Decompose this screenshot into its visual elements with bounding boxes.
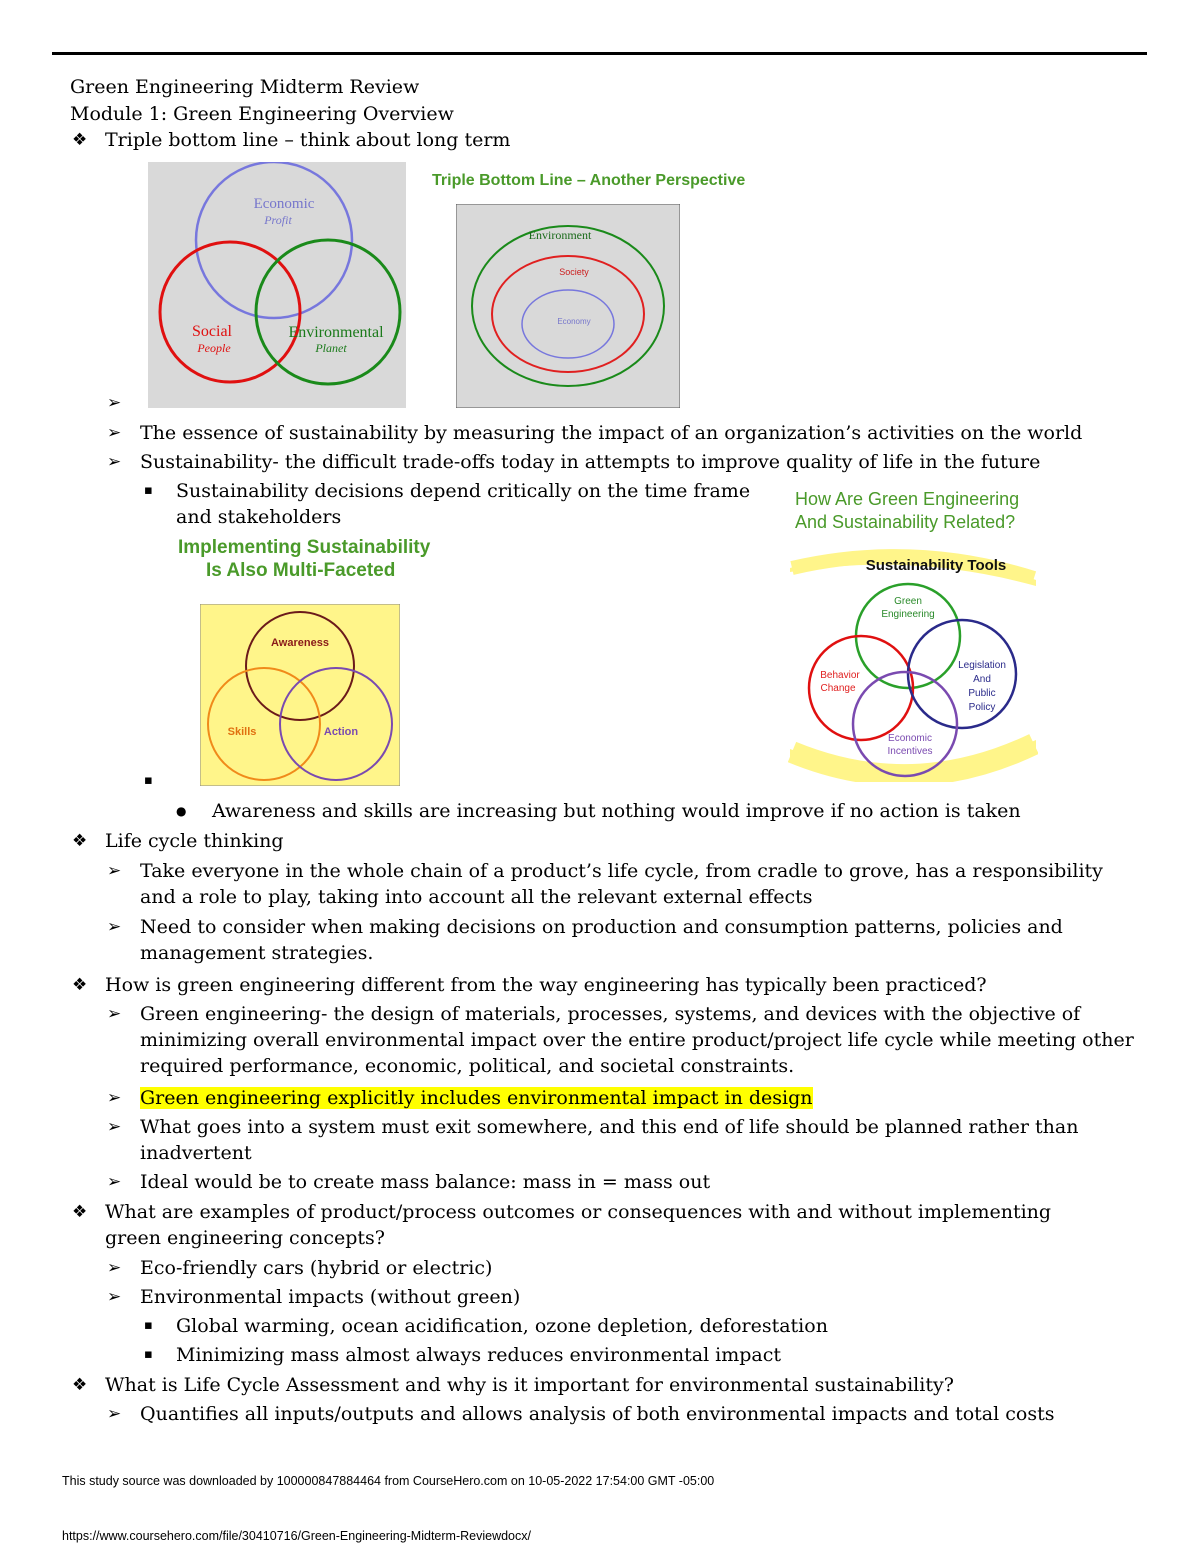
module-heading: Module 1: Green Engineering Overview xyxy=(70,103,454,125)
bullet-lca-quantifies: Quantifies all inputs/outputs and allows analysis of both environmental impacts and total costs xyxy=(140,1403,1055,1425)
arrow-bullet-icon: ➢ xyxy=(107,1287,122,1307)
diamond-bullet-icon: ❖ xyxy=(72,831,88,851)
bullet-ge-explicit xyxy=(140,1085,813,1111)
action-label: Action xyxy=(323,726,359,738)
triple-bottom-line-nested-figure xyxy=(456,204,680,408)
economic-label: Economic xyxy=(888,733,932,744)
social-label: Social xyxy=(192,323,232,340)
society-label: Society xyxy=(559,267,589,277)
highlighted-text: Green engineering explicitly includes environmental impact in design xyxy=(140,1087,813,1109)
tools-banner-label: Sustainability Tools xyxy=(865,557,1007,574)
bullet-global-warming: Global warming, ocean acidification, ozone depletion, deforestation xyxy=(176,1315,828,1337)
square-bullet-icon: ▪ xyxy=(144,1347,153,1362)
diamond-bullet-icon: ❖ xyxy=(72,975,88,995)
arrow-bullet-icon: ➢ xyxy=(107,1088,122,1108)
diamond-bullet-icon: ❖ xyxy=(72,1375,88,1395)
diamond-bullet-icon: ❖ xyxy=(72,130,88,150)
bullet-environmental-impacts: Environmental impacts (without green) xyxy=(140,1286,521,1308)
bullet-triple-bottom-line: Triple bottom line – think about long term xyxy=(105,129,511,151)
bullet-lc-responsibility: Take everyone in the whole chain of a product’s life cycle, from cradle to grove, has a responsibility and a role to play, taking into account all the relevant external effects xyxy=(140,860,1103,908)
sustainability-tools-venn-figure xyxy=(788,544,1038,782)
economic-label: Economic xyxy=(253,196,315,212)
bullet-awareness-skills: Awareness and skills are increasing but nothing would improve if no action is taken xyxy=(212,800,1021,822)
figure-background xyxy=(200,604,400,786)
bullet-minimizing-mass: Minimizing mass almost always reduces environmental impact xyxy=(176,1344,782,1366)
bullet-ge-exit: What goes into a system must exit somewhere, and this end of life should be planned rather than inadvertent xyxy=(140,1116,1079,1164)
footer-url-link[interactable]: https://www.coursehero.com/file/30410716/Green-Engineering-Midterm-Reviewdocx/ xyxy=(62,1529,531,1543)
public-label: Public xyxy=(968,688,996,699)
legislation-circle xyxy=(908,620,1016,728)
profit-label: Profit xyxy=(264,213,292,227)
bullet-sustainability: Sustainability- the difficult trade-offs today in attempts to improve quality of life in the future xyxy=(140,451,1041,473)
tools-caption-line2: And Sustainability Related? xyxy=(795,512,1016,532)
square-bullet-icon: ▪ xyxy=(144,773,153,788)
dot-bullet-icon: ● xyxy=(176,804,187,818)
policy-label: Policy xyxy=(968,702,996,713)
bullet-ge-definition: Green engineering- the design of materials, processes, systems, and devices with the objective of minimizing overall environmental impact over the entire product/project life cycle while meeting other required performance, economic, political, and societal constraints. xyxy=(140,1003,1134,1077)
arrow-bullet-icon: ➢ xyxy=(107,423,122,443)
top-rule xyxy=(52,52,1147,55)
arrow-bullet-icon: ➢ xyxy=(107,1258,122,1278)
arrow-bullet-icon: ➢ xyxy=(107,452,122,472)
arrow-bullet-icon: ➢ xyxy=(107,1172,122,1192)
bullet-how-different: How is green engineering different from the way engineering has typically been practiced? xyxy=(105,974,987,996)
arrow-bullet-icon: ➢ xyxy=(107,1004,122,1024)
implementing-sustainability-venn-figure xyxy=(200,604,400,786)
tbl-nested-caption: Triple Bottom Line – Another Perspective xyxy=(432,172,746,189)
bullet-ge-mass-balance: Ideal would be to create mass balance: mass in = mass out xyxy=(140,1171,711,1193)
bullet-examples: What are examples of product/process outcomes or consequences with and without implementing green engineering concepts? xyxy=(105,1201,1052,1249)
environment-label: Environment xyxy=(528,228,592,242)
environmental-label: Environmental xyxy=(288,324,384,341)
triple-bottom-line-venn-figure xyxy=(148,162,406,408)
square-bullet-icon: ▪ xyxy=(144,1318,153,1333)
bullet-lc-consider: Need to consider when making decisions on production and consumption patterns, policies and management strategies. xyxy=(140,916,1063,964)
people-label: People xyxy=(197,341,231,355)
square-bullet-icon: ▪ xyxy=(144,483,153,498)
behavior-label: Behavior xyxy=(820,670,860,681)
footer-source-note: This study source was downloaded by 100000847884464 from CourseHero.com on 10-05-2022 17:54:00 GMT -05:00 xyxy=(62,1474,715,1488)
planet-label: Planet xyxy=(315,341,347,355)
arrow-bullet-icon: ➢ xyxy=(107,861,122,881)
legislation-label: Legislation xyxy=(958,660,1006,671)
diamond-bullet-icon: ❖ xyxy=(72,1202,88,1222)
arrow-bullet-icon: ➢ xyxy=(107,1117,122,1137)
awareness-label: Awareness xyxy=(271,637,329,649)
engineering-label: Engineering xyxy=(881,609,935,620)
arrow-bullet-icon: ➢ xyxy=(107,1404,122,1424)
economy-label: Economy xyxy=(557,317,591,326)
green-label: Green xyxy=(894,596,922,607)
implementing-caption-line1: Implementing Sustainability xyxy=(178,537,431,558)
document-title: Green Engineering Midterm Review xyxy=(70,76,420,98)
bullet-lca-question: What is Life Cycle Assessment and why is it important for environmental sustainability? xyxy=(105,1374,954,1396)
bullet-essence: The essence of sustainability by measuring the impact of an organization’s activities on the world xyxy=(140,422,1083,444)
bullet-sustainability-decisions: Sustainability decisions depend critically on the time frame and stakeholders xyxy=(176,480,751,528)
change-label: Change xyxy=(820,683,856,694)
skills-label: Skills xyxy=(227,726,257,738)
tools-caption-line1: How Are Green Engineering xyxy=(795,489,1020,509)
and-label: And xyxy=(973,674,991,685)
arrow-bullet-icon: ➢ xyxy=(107,917,122,937)
bullet-life-cycle-thinking: Life cycle thinking xyxy=(105,830,284,852)
arrow-bullet-icon: ➢ xyxy=(107,393,122,413)
bullet-eco-cars: Eco-friendly cars (hybrid or electric) xyxy=(140,1257,493,1279)
implementing-caption-line2: Is Also Multi-Faceted xyxy=(206,560,396,581)
incentives-label: Incentives xyxy=(887,746,933,757)
